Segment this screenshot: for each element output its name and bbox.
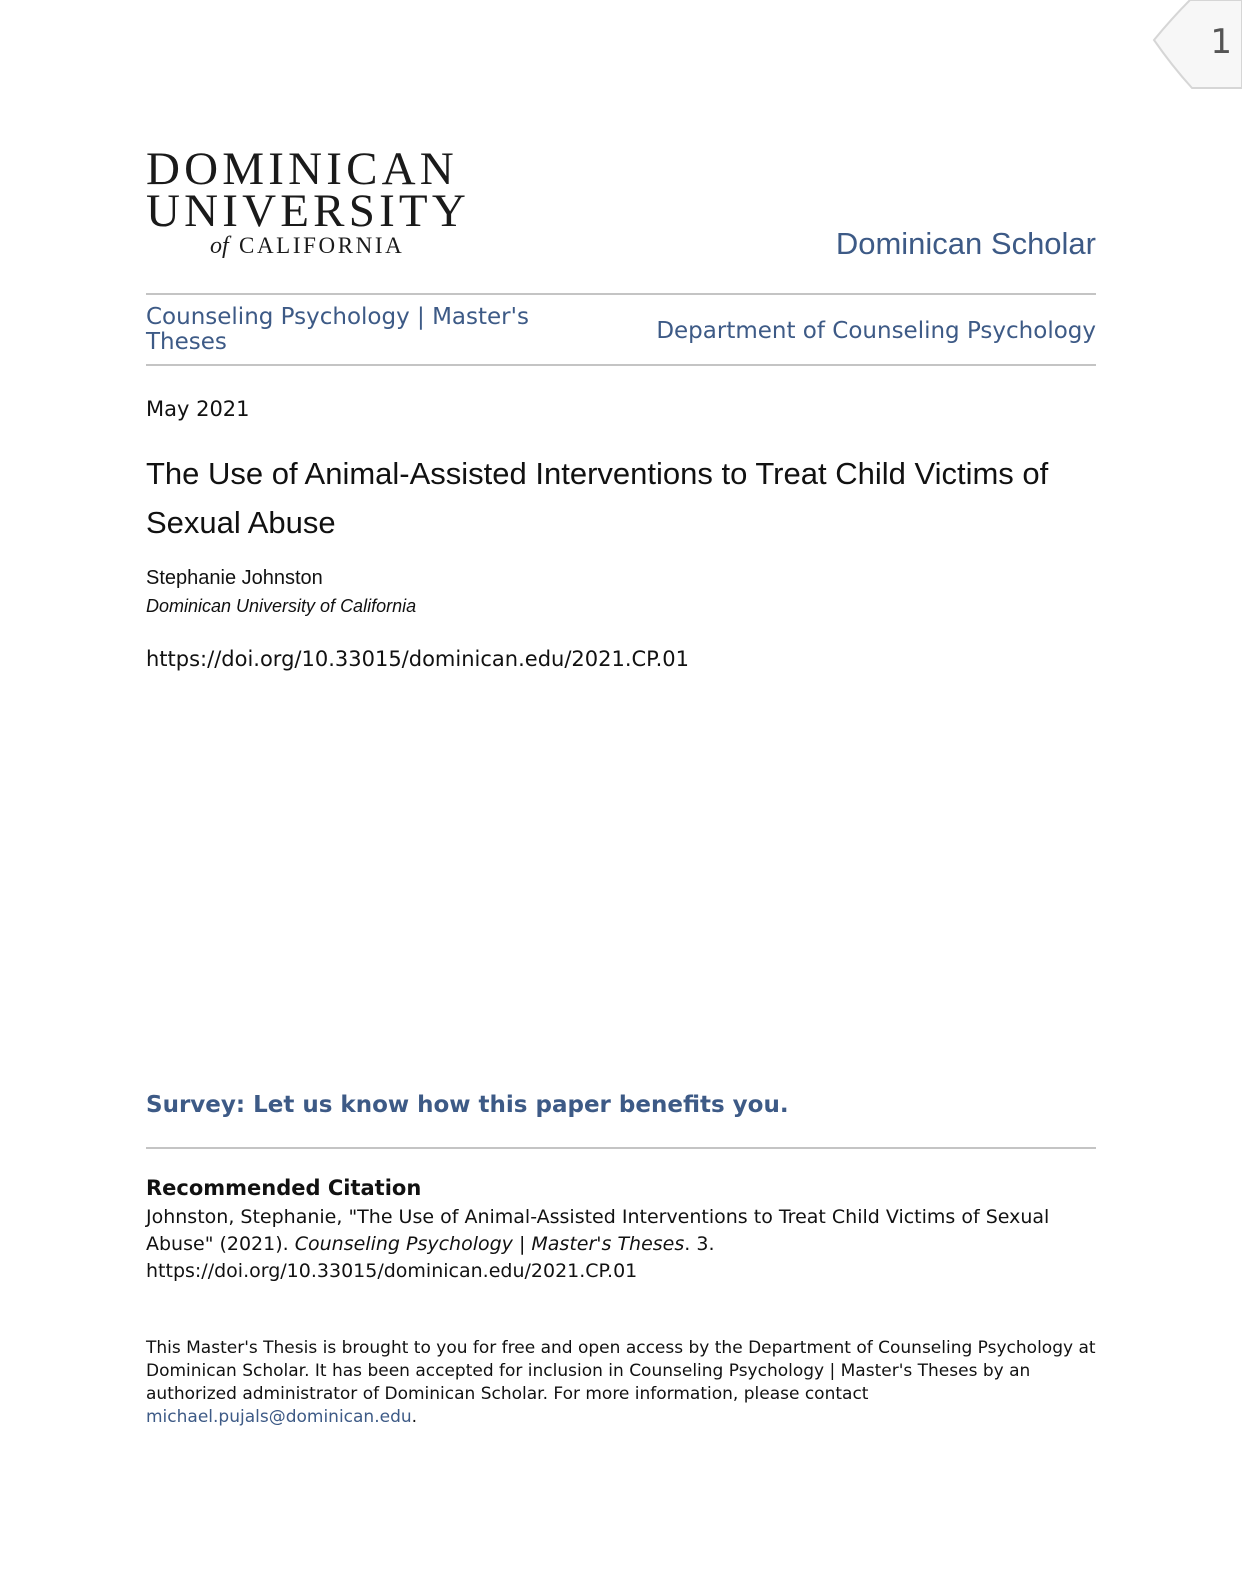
university-logo <box>146 143 486 260</box>
author-name: Stephanie Johnston <box>146 567 323 589</box>
header-top-rule <box>146 293 1096 295</box>
header-bottom-rule <box>146 364 1096 366</box>
survey-link[interactable]: Survey: Let us know how this paper benefits you. <box>146 1092 789 1118</box>
contact-email-link[interactable]: michael.pujals@dominican.edu <box>146 1407 412 1427</box>
citation-heading: Recommended Citation <box>146 1176 422 1200</box>
repository-link[interactable]: Dominican Scholar <box>835 226 1096 261</box>
page-number: 1 <box>1210 22 1232 62</box>
logo-line-dominican: DOMINICAN <box>146 143 458 195</box>
logo-of: of <box>210 233 229 259</box>
citation-series: Counseling Psychology | Master's Theses <box>294 1233 685 1255</box>
citation-text <box>146 1204 1096 1285</box>
page-number-badge <box>1150 0 1242 90</box>
logo-california: CALIFORNIA <box>239 233 405 258</box>
publication-date: May 2021 <box>146 397 250 421</box>
author-affiliation: Dominican University of California <box>146 596 417 616</box>
citation-part1: Johnston, Stephanie, "The Use of Animal-Assisted Interventions to Treat Child Victims of Sexual Abuse" (2021). <box>146 1206 1050 1255</box>
citation-doi[interactable]: https://doi.org/10.33015/dominican.edu/2021.CP.01 <box>146 1260 638 1282</box>
citation-part2: . 3. <box>684 1233 715 1255</box>
notice-text: This Master's Thesis is brought to you for free and open access by the Department of Counseling Psychology at Dominican Scholar. It has been accepted for inclusion in Counseling Psychology | Master's Theses by an authorized administrator of Dominican Scholar. For more information, please contact <box>146 1338 1096 1404</box>
series-link[interactable]: Counseling Psychology | Master's Theses <box>146 304 529 355</box>
access-notice <box>146 1337 1096 1429</box>
survey-rule <box>146 1147 1096 1149</box>
paper-title: The Use of Animal-Assisted Interventions to Treat Child Victims of Sexual Abuse <box>146 456 1049 540</box>
doi-link[interactable]: https://doi.org/10.33015/dominican.edu/2021.CP.01 <box>146 647 689 671</box>
department-link[interactable]: Department of Counseling Psychology <box>656 318 1096 344</box>
logo-line-university: UNIVERSITY <box>146 185 470 237</box>
notice-end: . <box>411 1407 418 1427</box>
